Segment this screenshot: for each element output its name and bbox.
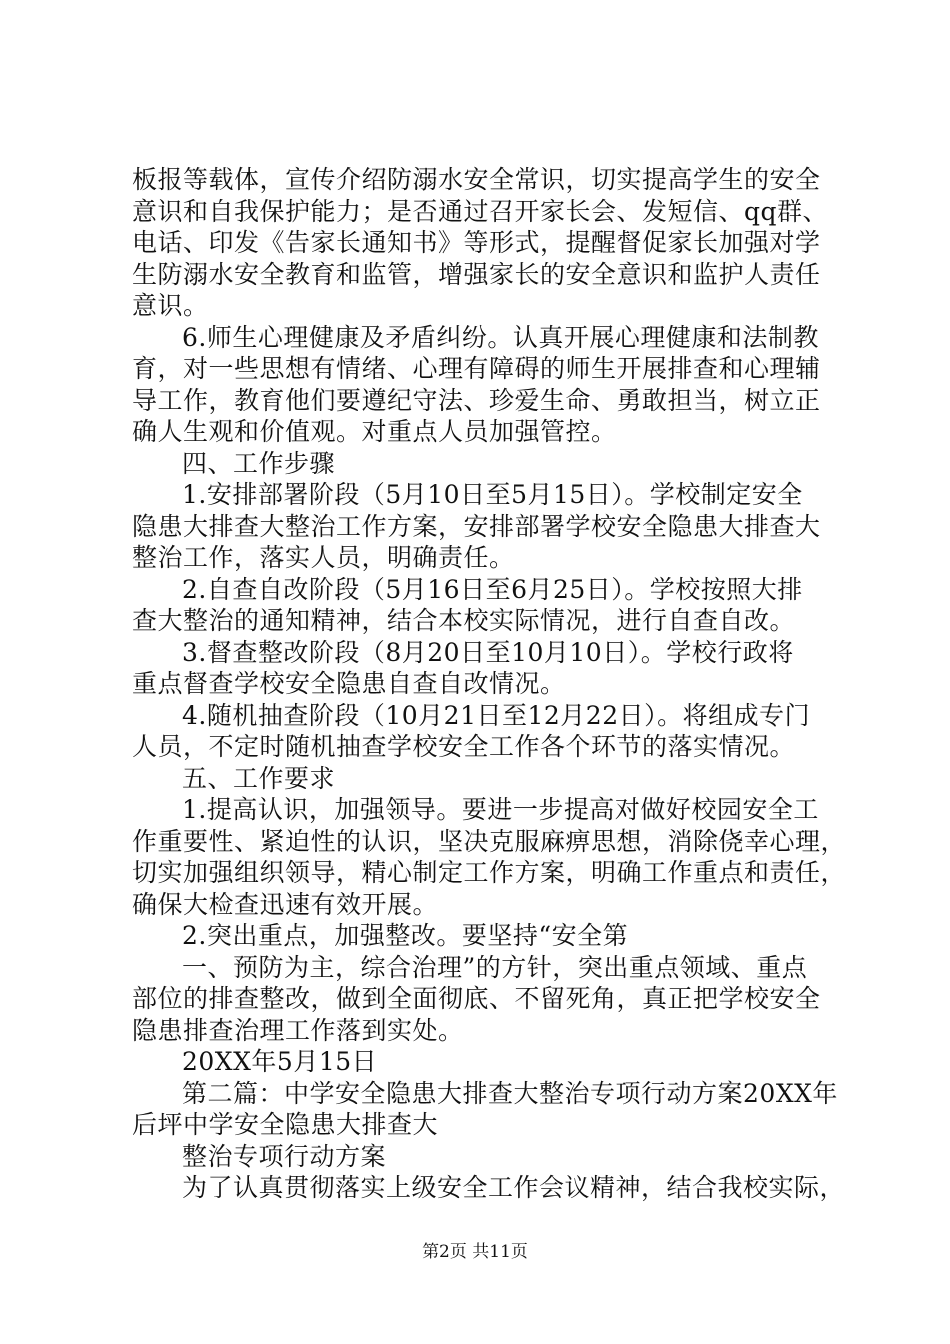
text-line: 隐患大排查大整治工作方案，安排部署学校安全隐患大排查大	[132, 511, 821, 541]
text-line: 3.督查整改阶段（8月20日至10月10日）。学校行政将	[182, 637, 794, 667]
text-line: 意识。	[132, 291, 209, 320]
section-heading: 五、工作要求	[182, 763, 336, 793]
text-line: 育，对一些思想有情绪、心理有障碍的师生开展排查和心理辅	[132, 354, 821, 383]
text-line: 2.自查自改阶段（5月16日至6月25日）。学校按照大排	[182, 574, 803, 604]
text-line: 整治专项行动方案	[182, 1141, 387, 1171]
chapter-title: 第二篇：中学安全隐患大排查大整治专项行动方案20XX年	[182, 1078, 838, 1108]
text-line: 重点督查学校安全隐患自查自改情况。	[132, 669, 566, 698]
text-line: 整治工作，落实人员，明确责任。	[132, 543, 515, 572]
text-line: 6.师生心理健康及矛盾纠纷。认真开展心理健康和法制教	[182, 322, 819, 352]
text-line: 隐患排查治理工作落到实处。	[132, 1015, 464, 1045]
text-line: 为了认真贯彻落实上级安全工作会议精神，结合我校实际，	[182, 1173, 846, 1202]
text-line: 1.安排部署阶段（5月10日至5月15日）。学校制定安全	[182, 480, 803, 509]
section-heading: 四、工作步骤	[182, 448, 336, 478]
text-line: 电话、印发《告家长通知书》等形式，提醒督促家长加强对学	[132, 228, 821, 257]
text-line: 作重要性、紧迫性的认识，坚决克服麻痹思想，消除侥幸心理，	[132, 826, 847, 856]
date-line: 20XX年5月15日	[182, 1047, 378, 1076]
text-line: 确保大检查迅速有效开展。	[132, 889, 439, 919]
text-line: 2.突出重点，加强整改。要坚持“安全第	[182, 921, 629, 950]
text-line: 板报等载体，宣传介绍防溺水安全常识，切实提高学生的安全	[132, 165, 821, 194]
text-line: 导工作，教育他们要遵纪守法、珍爱生命、勇敢担当，树立正	[132, 385, 821, 415]
text-line: 切实加强组织领导，精心制定工作方案，明确工作重点和责任，	[132, 858, 847, 887]
text-line: 一、预防为主，综合治理”的方针，突出重点领域、重点	[182, 952, 808, 982]
text-line: 确人生观和价值观。对重点人员加强管控。	[132, 417, 617, 446]
page-number-footer: 第2页 共11页	[422, 1242, 528, 1262]
text-line: 1.提高认识，加强领导。要进一步提高对做好校园安全工	[182, 795, 819, 824]
text-line: 部位的排查整改，做到全面彻底、不留死角，真正把学校安全	[132, 984, 821, 1013]
text-line: 4.随机抽查阶段（10月21日至12月22日）。将组成专门	[182, 700, 811, 730]
text-line: 生防溺水安全教育和监管，增强家长的安全意识和监护人责任	[132, 259, 821, 289]
document-body	[132, 164, 847, 1204]
text-line: 意识和自我保护能力；是否通过召开家长会、发短信、qq群、	[132, 196, 829, 226]
text-line: 查大整治的通知精神，结合本校实际情况，进行自查自改。	[132, 606, 796, 635]
text-line: 后坪中学安全隐患大排查大	[132, 1110, 439, 1139]
text-line: 人员，不定时随机抽查学校安全工作各个环节的落实情况。	[132, 732, 796, 761]
